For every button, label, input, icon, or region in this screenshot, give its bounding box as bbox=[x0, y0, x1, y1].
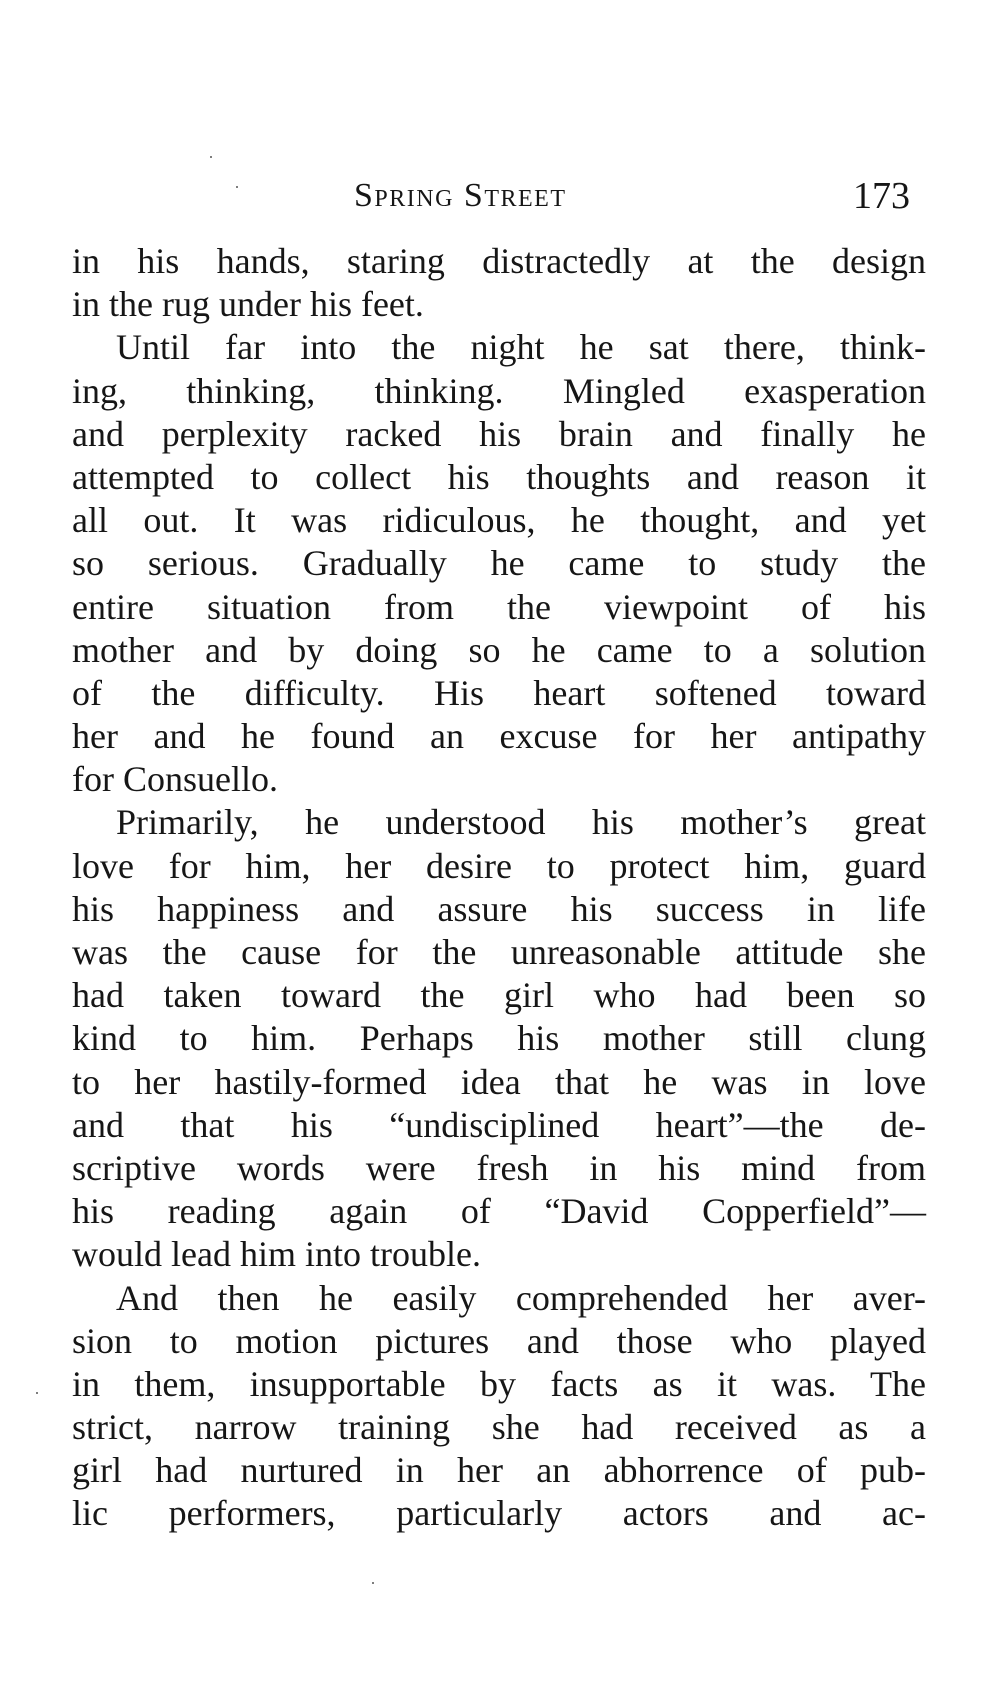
running-title: Spring Street bbox=[354, 177, 567, 214]
text-line: her and he found an excuse for her antipathy bbox=[72, 716, 926, 757]
text-line: so serious. Gradually he came to study the bbox=[72, 543, 926, 584]
print-speck bbox=[36, 1392, 38, 1394]
print-speck bbox=[236, 186, 238, 188]
text-line: was the cause for the unreasonable attitude she bbox=[72, 932, 926, 972]
text-line: lic performers, particularly actors and ac- bbox=[72, 1493, 926, 1534]
print-speck bbox=[210, 156, 212, 158]
text-line: Until far into the night he sat there, think- bbox=[116, 327, 926, 368]
text-line: in his hands, staring distractedly at the design bbox=[72, 241, 926, 281]
text-line: Primarily, he understood his mother’s great bbox=[116, 802, 926, 843]
text-line: love for him, her desire to protect him, guard bbox=[72, 845, 926, 886]
text-line: kind to him. Perhaps his mother still clung bbox=[72, 1018, 926, 1059]
text-line: and that his “undisciplined heart”—the de- bbox=[72, 1104, 926, 1145]
text-line: strict, narrow training she had received as a bbox=[72, 1407, 926, 1448]
text-line: ing, thinking, thinking. Mingled exasperation bbox=[72, 370, 926, 411]
page-number: 173 bbox=[853, 175, 910, 217]
text-line: in them, insupportable by facts as it was. The bbox=[72, 1363, 926, 1404]
text-line: would lead him into trouble. bbox=[72, 1234, 481, 1275]
text-line: had taken toward the girl who had been so bbox=[72, 975, 926, 1016]
print-speck bbox=[372, 1582, 374, 1584]
text-line: and perplexity racked his brain and finally he bbox=[72, 413, 926, 454]
text-line: for Consuello. bbox=[72, 759, 278, 800]
text-line: mother and by doing so he came to a solution bbox=[72, 629, 926, 670]
body-text bbox=[72, 240, 926, 1536]
running-head bbox=[70, 176, 924, 226]
text-line: all out. It was ridiculous, he thought, and yet bbox=[72, 500, 926, 541]
text-line: of the difficulty. His heart softened toward bbox=[72, 672, 926, 713]
text-line: And then he easily comprehended her aver- bbox=[116, 1277, 926, 1318]
text-line: in the rug under his feet. bbox=[72, 284, 424, 325]
text-line: attempted to collect his thoughts and reason it bbox=[72, 456, 926, 497]
text-line: entire situation from the viewpoint of his bbox=[72, 586, 926, 627]
text-line: scriptive words were fresh in his mind from bbox=[72, 1147, 926, 1188]
text-line: girl had nurtured in her an abhorrence of pub- bbox=[72, 1450, 926, 1491]
text-line: sion to motion pictures and those who played bbox=[72, 1320, 926, 1361]
text-line: to her hastily-formed idea that he was in love bbox=[72, 1061, 926, 1102]
text-line: his reading again of “David Copperfield”— bbox=[72, 1191, 926, 1232]
text-line: his happiness and assure his success in life bbox=[72, 888, 926, 929]
